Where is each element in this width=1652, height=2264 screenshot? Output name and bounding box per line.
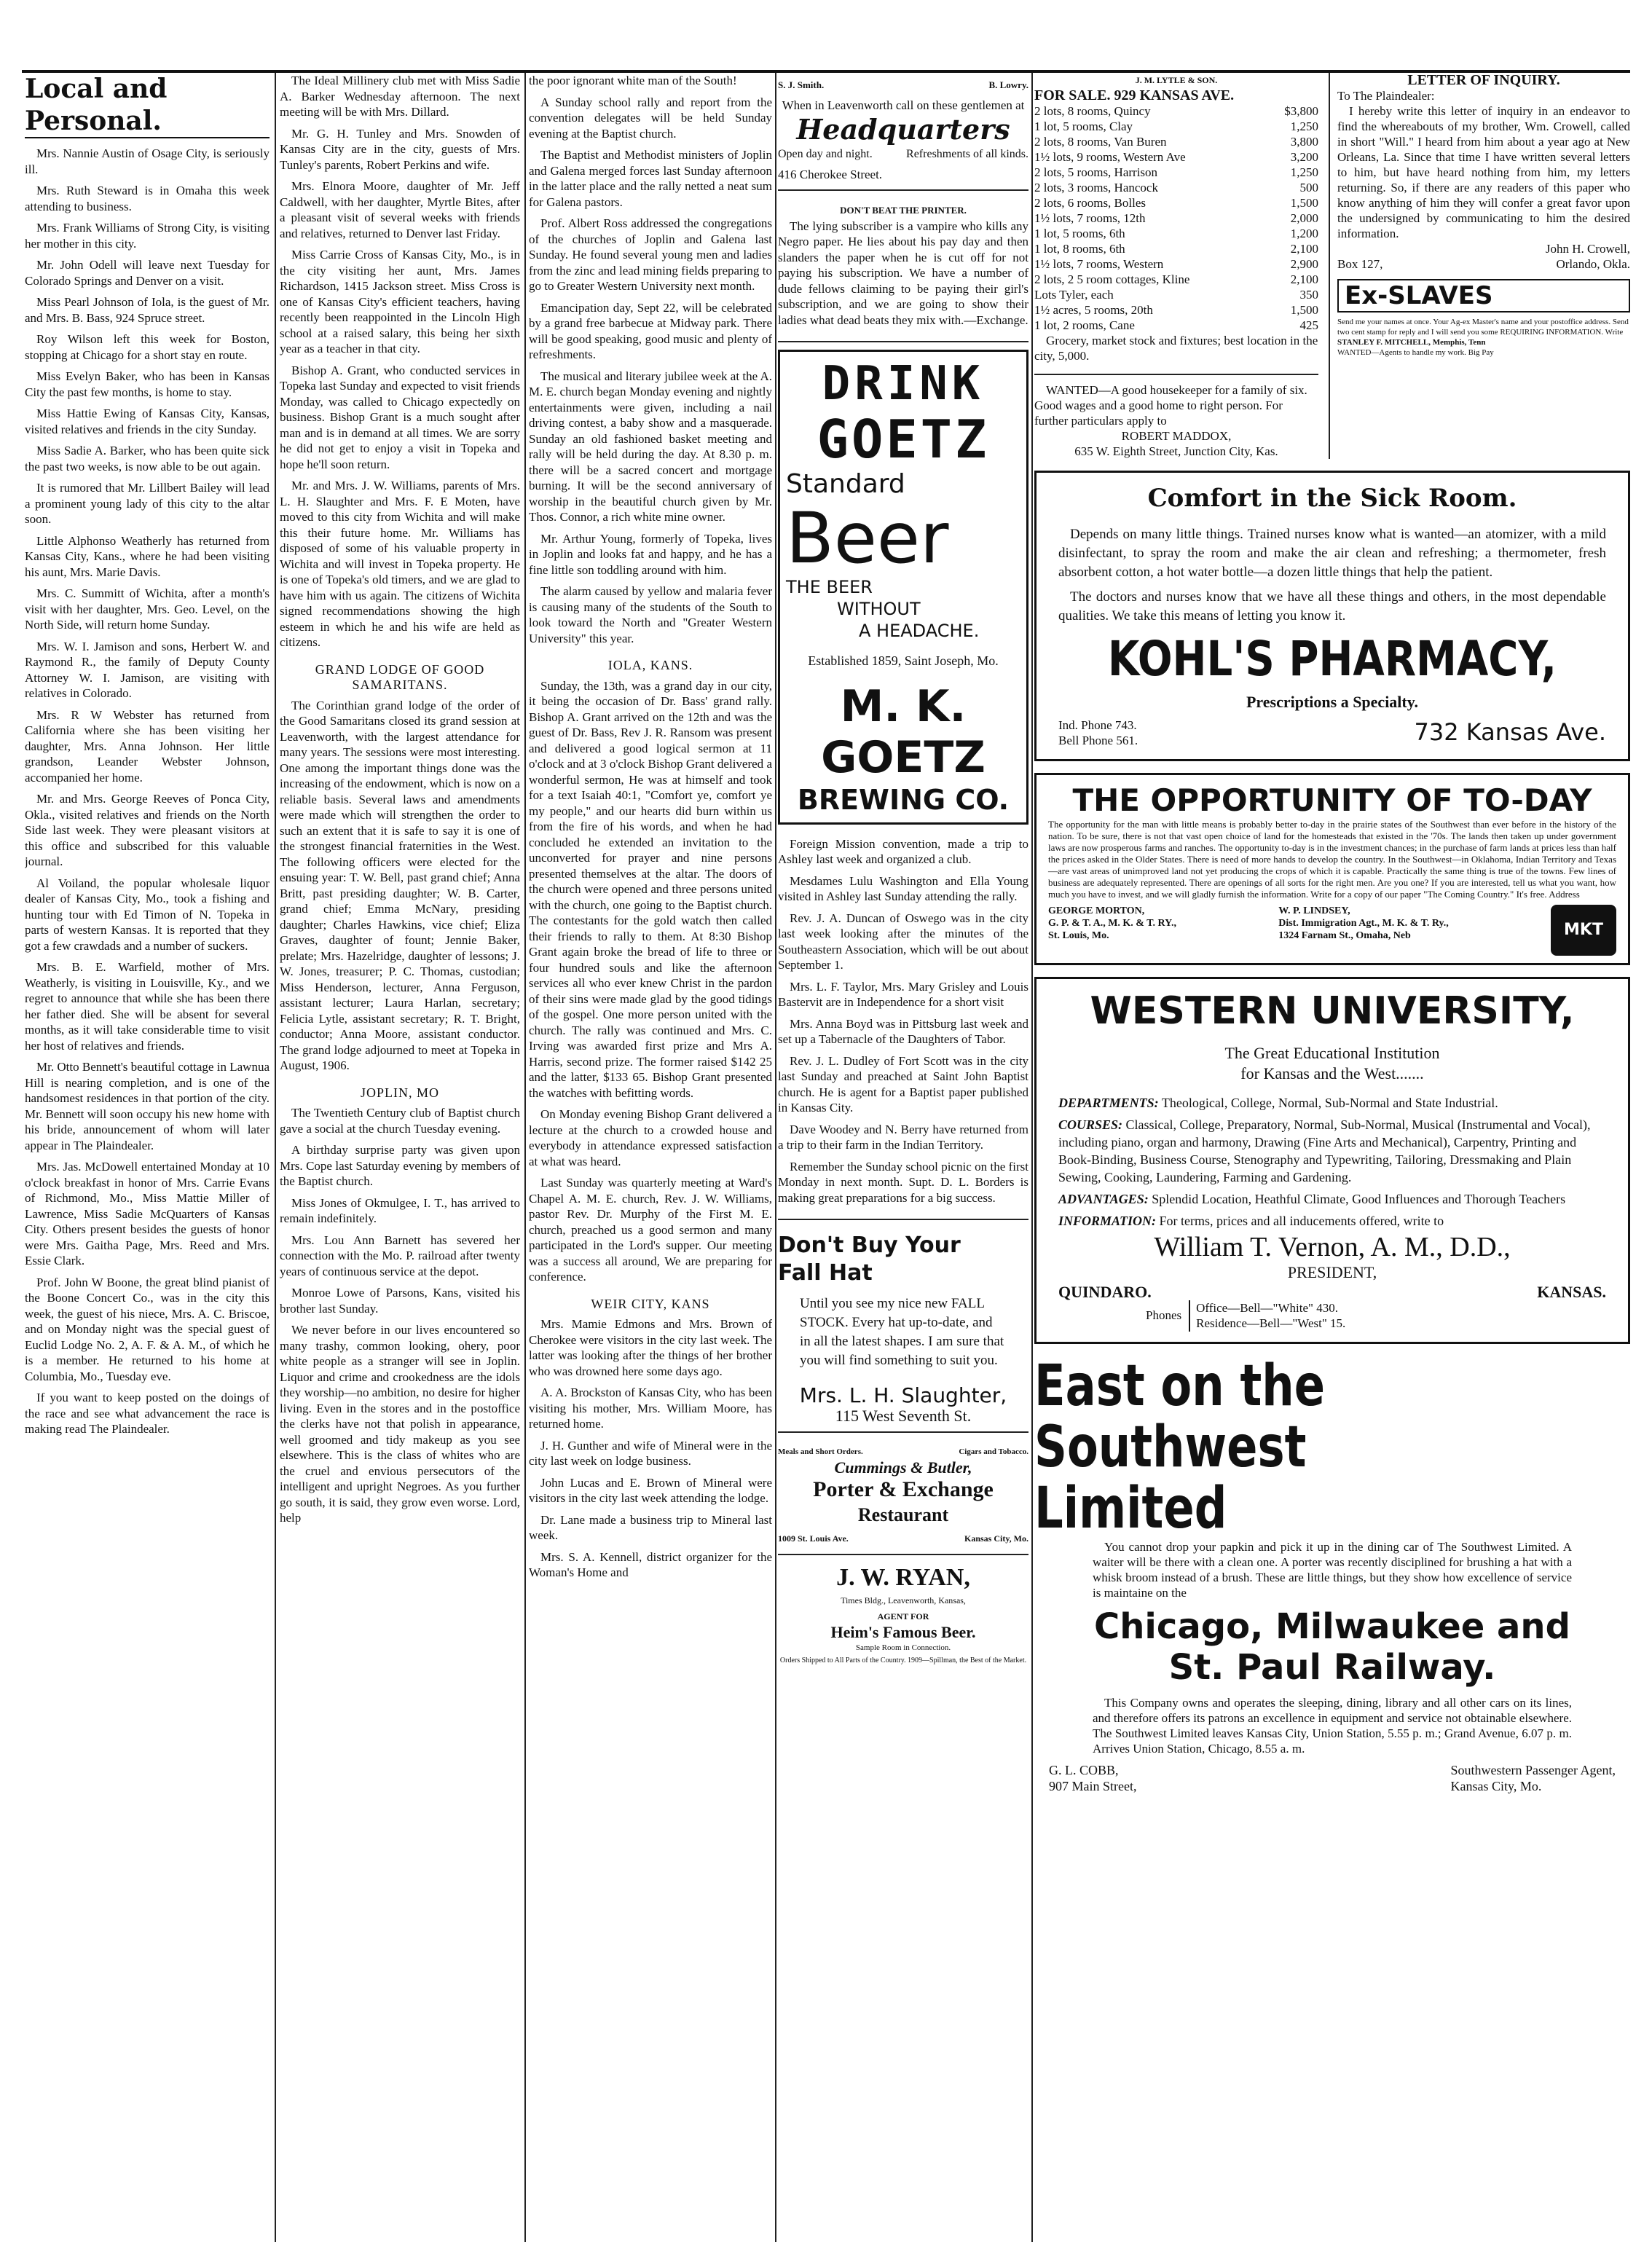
restaurant-address: 1009 St. Louis Ave. bbox=[778, 1533, 849, 1544]
news-item: It is rumored that Mr. Lillbert Bailey will lead a prominent young lady of this city to the altar soon. bbox=[25, 481, 270, 526]
restaurant-city: Kansas City, Mo. bbox=[964, 1533, 1028, 1544]
wu-title: WESTERN UNIVERSITY, bbox=[1090, 988, 1575, 1033]
wu-residence-phone: Residence—Bell—"West" 15. bbox=[1196, 1316, 1346, 1330]
news-item: Foreign Mission convention, made a trip to Ashley last week and organized a club. bbox=[778, 836, 1028, 866]
restaurant-ad bbox=[778, 1440, 1028, 1556]
news-item: J. H. Gunther and wife of Mineral were in the city last week on lodge business. bbox=[529, 1438, 772, 1468]
wu-dept-label: DEPARTMENTS: bbox=[1058, 1095, 1159, 1110]
news-item: Miss Evelyn Baker, who has been in Kansas City the past few months, is home to stay. bbox=[25, 369, 270, 399]
wu-office-phone: Office—Bell—"White" 430. bbox=[1196, 1300, 1338, 1315]
news-item: Rev. J. A. Duncan of Oswego was in the city last week looking after the minutes of the Southeastern Association, which will be out about September 1. bbox=[778, 911, 1028, 972]
headquarters-ad bbox=[778, 73, 1028, 191]
wu-city: QUINDARO. bbox=[1058, 1283, 1152, 1301]
column-4 bbox=[778, 73, 1028, 2242]
news-item: Mrs. Nannie Austin of Osage City, is seriously ill. bbox=[25, 146, 270, 176]
news-item: Prof. John W Boone, the great blind pianist of the Boone Concert Co., was in the city this week, the guest of his niece, Mrs. A. C. Briscoe, and on Monday night was the special guest of Euclid Lodge No. 2, A. F. & A. M., of which he is a member. He returned to his home at Columbia, Mo., Tuesday eve. bbox=[25, 1275, 270, 1383]
sale-firm: J. M. LYTLE & SON. bbox=[1135, 75, 1218, 85]
cobb-city: Kansas City, Mo. bbox=[1450, 1778, 1542, 1793]
iola-heading: IOLA, KANS. bbox=[607, 658, 693, 672]
exslaves-title: Ex-SLAVES bbox=[1337, 279, 1630, 313]
ryan-sample: Sample Room in Connection. bbox=[855, 1643, 951, 1652]
column-divider bbox=[1031, 73, 1033, 2242]
news-item: the poor ignorant white man of the South! bbox=[529, 74, 737, 87]
wu-sub1: The Great Educational Institution bbox=[1224, 1043, 1440, 1062]
news-item: Mr. John Odell will leave next Tuesday for Colorado Springs and Denver on a visit. bbox=[25, 258, 270, 288]
grand-lodge-body: The Corinthian grand lodge of the order of the Good Samaritans closed its grand session at Leavenworth, with the largest attendance for many years. The sessions were most interesting. One among the important things done was the increasing of the endowment, which is now on a reliable basis. Several laws and amendments were made which will strengthen the order to such an extent that it is safe to say it is one of the strongest financial fraternities in the West. The following officers were elected for the ensuing year: T. W. Bell, past grand chief; Anna Britt, past presiding daughter; W. B. Carter, grand chief; Emma McNary, presiding daughter; Charles Hawkins, vice chief; Eliza Graves, daughter of fount; Jennie Baker, prelate; Mrs. Hazelridge, daughter of lessons; J. W. Jones, treasurer; P. C. Thomas, custodian; Miss Henderson, lecturer, Anna Ferguson, assistant lecturer; Laura Harlan, secretary; Felicia Lytle, assistant secretary; R. T. Bright, conductor; Anna Moore, assistant conductor. The grand lodge adjourned to meet at Topeka in August, 1906. bbox=[280, 698, 520, 1072]
wu-adv: Splendid Location, Heathful Climate, Good Influences and Thorough Teachers bbox=[1152, 1191, 1566, 1206]
sale-row: 1½ acres, 5 rooms, 20th 1,500 bbox=[1034, 303, 1318, 317]
news-item: Little Alphonso Weatherly has returned from Kansas City, Kans., where he had been visiting his aunt, Mrs. Marie Davis. bbox=[25, 533, 270, 579]
hq-hours: Open day and night. bbox=[778, 148, 873, 160]
wu-phones-label: Phones bbox=[1146, 1308, 1182, 1323]
inquiry-body: I hereby write this letter of inquiry in an endeavor to find the whereabouts of my brother, Wm. Crowell, called in short "Will." I heard from him about a year ago at New Orleans, La. Since that time I have written several letters to him, but have heard nothing from him, my letters returning. So, if there are any readers of this paper who know anything of him they will confer a great favor upon the undersigned by communicating to him the desired information. bbox=[1337, 104, 1630, 240]
news-item: Mrs. B. E. Warfield, mother of Mrs. Weatherly, is visiting in Louisville, Ky., and we regret to announce that while she has been there her father died. She will be absent for several months, as it will take considerable time to visit her host of relatives and friends. bbox=[25, 960, 270, 1053]
hq-address: 416 Cherokee Street. bbox=[778, 167, 883, 181]
news-item: A. A. Brockston of Kansas City, who has been visiting his mother, Mrs. William Moore, has returned home. bbox=[529, 1385, 772, 1431]
news-item: Mrs. L. F. Taylor, Mrs. Mary Grisley and Louis Bastervit are in Independence for a short visit bbox=[778, 979, 1028, 1009]
weir-city-heading: WEIR CITY, KANS bbox=[591, 1296, 710, 1311]
kohl-p1: Depends on many little things. Trained nurses know what is wanted—an atomizer, with a mild disinfectant, to spray the room and make the air clean and refreshing; a thermometer, fresh absorbent cotton, a hot water bottle—a dozen little things that help the patient. bbox=[1058, 527, 1606, 580]
news-item: Bishop A. Grant, who conducted services in Topeka last Sunday and expected to visit friends Monday, was called to Chicago expectedly on business. Bishop Grant is a much sought after man and is in demand at all times. We are sorry he did not get to enjoy a visit in Topeka and hope he'll soon return. bbox=[280, 363, 520, 471]
wu-president-role: PRESIDENT, bbox=[1287, 1262, 1377, 1281]
news-item: Roy Wilson left this week for Boston, stopping at Chicago for a short stay en route. bbox=[25, 332, 270, 362]
news-item: Emancipation day, Sept 22, will be celebrated by a grand free barbecue at Midway park. There will be good speaking, good music and plenty of refreshments. bbox=[529, 300, 772, 361]
ryan-ad bbox=[778, 1563, 1028, 1665]
cobb-title: Southwestern Passenger Agent, bbox=[1450, 1762, 1616, 1777]
sale-row: 1½ lots, 7 rooms, Western 2,900 bbox=[1034, 257, 1318, 271]
railway-name-2: St. Paul Railway. bbox=[1168, 1646, 1496, 1688]
agent-1-city: St. Louis, Mo. bbox=[1048, 929, 1109, 941]
news-item: Rev. J. L. Dudley of Fort Scott was in the city last Sunday and preached at Saint John Baptist church. He is agent for a Baptist paper published in Kansas City. bbox=[778, 1053, 1028, 1115]
sale-row: 1 lot, 8 rooms, 6th 2,100 bbox=[1034, 242, 1318, 256]
news-item: Mrs. Ruth Steward is in Omaha this week attending to business. bbox=[25, 184, 270, 213]
pharmacy-name: KOHL'S PHARMACY, bbox=[1107, 631, 1557, 687]
opportunity-title: THE OPPORTUNITY OF TO-DAY bbox=[1072, 782, 1592, 818]
proprietor-left: S. J. Smith. bbox=[778, 79, 825, 90]
goetz-beer-ad bbox=[778, 350, 1028, 825]
sale-note: Grocery, market stock and fixtures; best location in the city, 5,000. bbox=[1034, 334, 1318, 363]
tagline-2: WITHOUT bbox=[837, 599, 921, 619]
ryan-location: Times Bldg., Leavenworth, Kansas, bbox=[841, 1595, 966, 1605]
grand-lodge-heading: GRAND LODGE OF GOOD SAMARITANS. bbox=[315, 661, 485, 692]
news-item: The musical and literary jubilee week at the A. M. E. church began Monday evening and nightly entertainments were given, including a nail driving contest, a baby show and a masquerade. Sunday an old fashioned basket meeting and rally will be held during the day. At 8.30 p. m. there will be a sacred concert and mortgage burning. It will be the second anniversary of worship in the beautiful church given by Mr. Thos. Connor, a rich white mine owner. bbox=[529, 369, 772, 524]
sale-row: 1½ lots, 9 rooms, Western Ave 3,200 bbox=[1034, 150, 1318, 164]
exslaves-name: STANLEY F. MITCHELL, Memphis, Tenn bbox=[1337, 338, 1486, 347]
subscribe-note: If you want to keep posted on the doings of the race and see what advancement the race is making read The Plaindealer. bbox=[25, 1391, 270, 1436]
company-name: M. K. GOETZ bbox=[821, 680, 986, 783]
section-masthead: Local and Personal. bbox=[25, 73, 270, 138]
news-item: Miss Carrie Cross of Kansas City, Mo., is in the city visiting her aunt, Mrs. James Richardson, 1415 Jackson street. Miss Cross is one of Kansas City's efficient teachers, having recently been reappointed in the Lincoln High school at a raised salary, this being her sixth year as a teacher in that city. bbox=[280, 248, 520, 355]
phone-bell: Bell Phone 561. bbox=[1058, 734, 1138, 747]
column-divider bbox=[775, 73, 776, 2242]
wu-info: For terms, prices and all inducements offered, write to bbox=[1159, 1213, 1444, 1228]
printer-heading: DON'T BEAT THE PRINTER. bbox=[840, 205, 967, 216]
east-title-2: Southwest Limited bbox=[1034, 1414, 1307, 1541]
wanted-ad bbox=[1034, 374, 1318, 459]
wu-president-name: William T. Vernon, A. M., D.D., bbox=[1154, 1231, 1511, 1262]
exslaves-body: Send me your names at once. Your Ag-ex Master's name and your postoffice address. Send two cent stamp for reply and I will send you some REQUIRING INFORMATION. Write bbox=[1337, 318, 1629, 337]
column-5 bbox=[1034, 73, 1630, 2242]
iola-body: Sunday, the 13th, was a grand day in our city, it being the occasion of Dr. Bass' grand rally. Bishop A. Grant arrived on the 12th and was the guest of Dr. Bass, Rev J. R. Ransom was present and delivered a good logical sermon at 11 o'clock and at 3 o'clock Bishop Grant delivered a wonderful sermon, He was at himself and took for a text Isaiah 40:1, "Comfort ye, comfort ye my people," and our hearts did burn within us from the fire of his words, and when he had concluded he extended an invitation to the unconverted for prayer and nine persons presented themselves at the altar. The doors of the church were opened and three persons united with the church, one going to the Baptist church. The contestants for the gold watch then called their friends to rally to them. At 8:30 Bishop Grant again broke the bread of life to three or four hundred souls and like the afternoon services all who ever knew Christ in the pardon of their sins were made glad by the good tidings of the gospel. One more person united with the church. The rally was continued and Mrs. C. Irving was awarded first prize and Mrs A. Harris, second prize. The former raised $142 25 and the latter, $133 65. Bishop Grant presented the watches with befitting words. bbox=[529, 678, 772, 1100]
news-item: Mesdames Lulu Washington and Ella Young visited in Ashley last Sunday attending the rally. bbox=[778, 873, 1028, 903]
news-item: Dave Woodey and N. Berry have returned from a trip to their farm in the Indian Territory. bbox=[778, 1122, 1028, 1152]
hat-address: 115 West Seventh St. bbox=[835, 1407, 972, 1425]
sale-row: 2 lots, 5 rooms, Harrison 1,250 bbox=[1034, 165, 1318, 179]
goetz-text: GOETZ bbox=[817, 409, 990, 470]
news-item: Mr. Arthur Young, formerly of Topeka, lives in Joplin and looks fat and happy, and he has a fine little son toddling around with him. bbox=[529, 531, 772, 577]
printer-notice bbox=[778, 198, 1028, 342]
opportunity-body: The opportunity for the man with little means is probably better to-day in the prairie states of the Southwest than ever before in the history of the nation. To be sure, there is not that vast open choice of land for the homesteads that existed in the '70s. The lands then taken up under government laws are now prosperous farms and ranches. The opportunity to-day is in the investment chances; in the purchase of farm lands at prices less than half the prices asked in the Older States. There is need of more hands to develop the country. In the Southwest—in Oklahoma, Indian Territory and Texas—are vast areas of unimproved land not yet producing the crops of which it is capable. Practically the same thing is true of the towns. Few lines of business are adequately represented. There are openings of all sorts for the right men. Are you one? If you are interested, tell us what you want, how much you have to invest, and we will gladly furnish the information. Write for a copy of our paper "The Coming Country." It's free. Address bbox=[1048, 818, 1616, 900]
wu-adv-label: ADVANTAGES: bbox=[1058, 1191, 1149, 1206]
news-item: A birthday surprise party was given upon Mrs. Cope last Saturday evening by members of the Baptist church. bbox=[280, 1143, 520, 1188]
sale-row: 1 lot, 5 rooms, 6th 1,200 bbox=[1034, 227, 1318, 240]
southwest-limited-ad bbox=[1034, 1353, 1630, 1794]
news-item: Mrs. Anna Boyd was in Pittsburg last week and set up a Tabernacle of the Daughters of Tabor. bbox=[778, 1016, 1028, 1046]
restaurant-right: Cigars and Tobacco. bbox=[959, 1447, 1028, 1456]
cobb-name: G. L. COBB, bbox=[1049, 1762, 1119, 1777]
east-body-2: This Company owns and operates the sleeping, dining, library and all other cars on its lines, and therefore offers its patrons an excellence in equipment and service not obtainable elsewhere. The Southwest Limited leaves Kansas City, Union Station, 5.55 p. m.; Grand Avenue, 6.07 p. m. Arrives Union Station, Chicago, 8.55 a. m. bbox=[1093, 1695, 1572, 1756]
ryan-agent: AGENT FOR bbox=[877, 1611, 929, 1622]
ryan-orders: Orders Shipped to All Parts of the Country. 1909—Spillman, the Best of the Market. bbox=[779, 1656, 1027, 1664]
wanted-name: ROBERT MADDOX, bbox=[1121, 429, 1232, 443]
news-item: The Twentieth Century club of Baptist church gave a social at the church Tuesday evening. bbox=[280, 1106, 520, 1136]
agent-1-role: G. P. & T. A., M. K. & T. RY., bbox=[1048, 917, 1176, 929]
fall-hat-ad bbox=[778, 1227, 1028, 1433]
tagline-3: A HEADACHE. bbox=[859, 621, 980, 641]
news-item: Miss Pearl Johnson of Iola, is the guest of Mr. and Mrs. B. Bass, 924 Spruce street. bbox=[25, 295, 270, 325]
news-item: Last Sunday was quarterly meeting at Ward's Chapel A. M. E. church, Rev. J. W. Williams, pastor Rev. Dr. Murphy of the First M. E. church, preached us a good sermon and many participated in the Lord's supper. Our meeting was a success all around, We are preparing for conference. bbox=[529, 1176, 772, 1284]
established-text: Established 1859, Saint Joseph, Mo. bbox=[808, 653, 999, 668]
news-item: Mrs. Jas. McDowell entertained Monday at 10 o'clock breakfast in honor of Mrs. Carrie Evans of Richmond, Mo., Miss Mattie Miller of Lawrence, Miss Sadie McQuarters of Kansas City. Others present besides the guests of honor were Mrs. Gaitha Page, Mrs. Reed and Mrs. Essie Clark. bbox=[25, 1160, 270, 1267]
restaurant-firm: Cummings & Butler, bbox=[834, 1458, 972, 1477]
kohl-p2: The doctors and nurses know that we have all these things and others, in the most dependable qualities. We take this means of letting you know it. bbox=[1058, 589, 1606, 624]
news-item: We never before in our lives encountered so many trashy, common looking, ohery, poor white people as a stranger will see in Joplin. Liquor and crime and crookedness are the idols they worship—no ambition, no desire for higher living. Even in the stores and in the postoffice the clerks have not that polish in appearance, well groomed and tidy makeup as you see elsewhere. This is the class of whites who are the cruel and envious persecutors of the intelligent and upright Negroes. As you further go south, it is said, they grow even worse. Lord, help bbox=[280, 1323, 520, 1525]
sale-heading: FOR SALE. 929 KANSAS AVE. bbox=[1034, 87, 1235, 103]
news-item: Mrs. C. Summitt of Wichita, after a month's visit with her daughter, Mrs. Geo. Level, on the North Side, will return home Sunday. bbox=[25, 586, 270, 632]
column-2 bbox=[280, 73, 520, 2242]
drink-text: DRINK bbox=[822, 357, 985, 411]
news-item: Mrs. Frank Williams of Strong City, is visiting her mother in this city. bbox=[25, 221, 270, 251]
inquiry-city: Orlando, Okla. bbox=[1556, 257, 1630, 271]
restaurant-name: Porter & Exchange bbox=[813, 1477, 994, 1501]
ryan-product: Heim's Famous Beer. bbox=[830, 1623, 976, 1641]
news-item: Miss Hattie Ewing of Kansas City, Kansas, visited relatives and friends in the city Sunday. bbox=[25, 406, 270, 436]
wu-state: KANSAS. bbox=[1537, 1283, 1606, 1301]
letter-of-inquiry bbox=[1329, 73, 1630, 459]
news-item: The alarm caused by yellow and malaria fever is causing many of the students of the South to look toward the North and "Greater Western University" this year. bbox=[529, 584, 772, 645]
hq-title: Headquarters bbox=[796, 113, 1010, 146]
railway-logo-icon: MKT bbox=[1551, 905, 1616, 956]
news-item: Miss Sadie A. Barker, who has been quite sick the past two weeks, is now able to be out again. bbox=[25, 444, 270, 473]
railway-name-1: Chicago, Milwaukee and bbox=[1094, 1605, 1570, 1647]
east-title-1: East on the bbox=[1034, 1353, 1326, 1419]
proprietor-right: B. Lowry. bbox=[988, 79, 1028, 90]
news-item: Mr. and Mrs. George Reeves of Ponca City, Okla., visited relatives and friends on the North Side last week. They were pleasant visitors at this office and subscribed for this valuable journal. bbox=[25, 792, 270, 868]
agent-2-role: Dist. Immigration Agt., M. K. & T. Ry., bbox=[1278, 917, 1449, 929]
column-3 bbox=[529, 73, 772, 2242]
printer-body: The lying subscriber is a vampire who kills any Negro paper. He lies about his pay day and then slanders the paper when he is cut off for not paying his subscription. We have a number of dude fellows claiming to be paying their girl's subscription, and we are going to show their ladies what dead beats they mix with.—Exchange. bbox=[778, 219, 1028, 327]
news-item: On Monday evening Bishop Grant delivered a lecture at the church to a crowded house and everybody in attendance expressed satisfaction at what was heard. bbox=[529, 1107, 772, 1168]
inquiry-box: Box 127, bbox=[1337, 257, 1383, 271]
exslaves-agents: WANTED—Agents to handle my work. Big Pay bbox=[1337, 348, 1494, 357]
hat-title-1: Don't Buy Your bbox=[778, 1233, 961, 1258]
hat-seller: Mrs. L. H. Slaughter, bbox=[799, 1383, 1007, 1407]
sale-row: 2 lots, 2 5 room cottages, Kline 2,100 bbox=[1034, 272, 1318, 286]
news-item: Miss Jones of Okmulgee, I. T., has arrived to remain indefinitely. bbox=[280, 1195, 520, 1225]
sick-room-title: Comfort in the Sick Room. bbox=[1147, 484, 1517, 513]
agent-1-name: GEORGE MORTON, bbox=[1048, 905, 1145, 916]
agent-2-name: W. P. LINDSEY, bbox=[1278, 905, 1350, 916]
news-item: Mrs. Mamie Edmons and Mrs. Brown of Cherokee were visitors in the city last week. The latter was looking after the things of her brother who was drowned here some days ago. bbox=[529, 1317, 772, 1378]
news-item: Mrs. Elnora Moore, daughter of Mr. Jeff Caldwell, with her daughter, Myrtle Bites, after a pleasant visit of several weeks with friends and relatives, returned to Denver last Friday. bbox=[280, 179, 520, 240]
news-item: John Lucas and E. Brown of Mineral were visitors in the city last week attending the lodge. bbox=[529, 1475, 772, 1505]
wu-courses-label: COURSES: bbox=[1058, 1117, 1123, 1132]
sale-row: 1 lot, 5 rooms, Clay 1,250 bbox=[1034, 119, 1318, 133]
for-sale-ad bbox=[1034, 73, 1318, 459]
sale-row: 2 lots, 8 rooms, Quincy $3,800 bbox=[1034, 104, 1318, 118]
cobb-address: 907 Main Street, bbox=[1049, 1778, 1137, 1793]
pharmacy-tag: Prescriptions a Specialty. bbox=[1246, 693, 1419, 711]
column-divider bbox=[275, 73, 276, 2242]
news-item: Mrs. S. A. Kennell, district organizer for the Woman's Home and bbox=[529, 1549, 772, 1579]
pharmacy-address: 732 Kansas Ave. bbox=[1414, 718, 1606, 747]
news-item: The Baptist and Methodist ministers of Joplin and Galena merged forces last Sunday afternoon in the latter place and the rally netted a neat sum for Galena pastors. bbox=[529, 148, 772, 209]
restaurant-kind: Restaurant bbox=[857, 1504, 949, 1525]
western-university-ad bbox=[1034, 977, 1630, 1344]
sale-row: 2 lots, 3 rooms, Hancock 500 bbox=[1034, 181, 1318, 194]
wanted-address: 635 W. Eighth Street, Junction City, Kas. bbox=[1074, 444, 1278, 458]
hq-lead: When in Leavenworth call on these gentlemen at bbox=[782, 98, 1025, 112]
news-item: Dr. Lane made a business trip to Mineral last week. bbox=[529, 1512, 772, 1542]
standard-text: Standard bbox=[786, 469, 905, 499]
sale-row: 2 lots, 8 rooms, Van Buren 3,800 bbox=[1034, 135, 1318, 149]
ryan-name: J. W. RYAN, bbox=[836, 1564, 970, 1591]
column-divider bbox=[524, 73, 526, 2242]
hat-body: Until you see my nice new FALL STOCK. Every hat up-to-date, and in all the latest shapes. I am sure that you will find something to suit you. bbox=[800, 1296, 1004, 1368]
news-item: Remember the Sunday school picnic on the first Monday in next month. Supt. D. L. Borders is making great preparations for a big success. bbox=[778, 1159, 1028, 1205]
hq-refresh: Refreshments of all kinds. bbox=[906, 148, 1028, 160]
opportunity-ad bbox=[1034, 773, 1630, 965]
agent-2-city: 1324 Farnam St., Omaha, Neb bbox=[1278, 929, 1411, 941]
joplin-heading: JOPLIN, MO bbox=[360, 1085, 439, 1100]
news-item: Mr. and Mrs. J. W. Williams, parents of Mrs. L. H. Slaughter and Mrs. F. E Moten, have moved to this city from Wichita and will make this their future home. Mr. Williams has disposed of some of his valuable property in Wichita and will invest in Topeka property. He is one of Topeka's old timers, and we are glad to have him with us again. The citizens of Wichita signed recommendations showing the high esteem in which he and his wife are held as citizens. bbox=[280, 479, 520, 649]
inquiry-name: John H. Crowell, bbox=[1545, 242, 1630, 256]
news-item: Mrs. R W Webster has returned from California where she has been visiting her daughter, Mrs. Anna Johnson. Her little grandson, Leander Webster Johnson, accompanied her home. bbox=[25, 707, 270, 785]
column-1 bbox=[25, 73, 270, 2242]
news-item: Mrs. Lou Ann Barnett has severed her connection with the Mo. P. railroad after twenty years of continuous service at the depot. bbox=[280, 1233, 520, 1278]
local-items bbox=[25, 146, 270, 1437]
news-item: Mrs. W. I. Jamison and sons, Herbert W. and Raymond R., the family of Deputy County Attorney W. I. Jamison, are visiting with relatives in Colorado. bbox=[25, 639, 270, 700]
news-item: A Sunday school rally and report from the convention delegates will be held Sunday evening at the Baptist church. bbox=[529, 95, 772, 141]
sale-row: 2 lots, 6 rooms, Bolles 1,500 bbox=[1034, 196, 1318, 210]
beer-text: Beer bbox=[786, 498, 949, 579]
restaurant-left: Meals and Short Orders. bbox=[778, 1447, 863, 1456]
inquiry-title: LETTER OF INQUIRY. bbox=[1407, 73, 1560, 88]
brewing-text: BREWING CO. bbox=[797, 783, 1010, 816]
kohls-pharmacy-ad bbox=[1034, 471, 1630, 761]
news-item: Mr. G. H. Tunley and Mrs. Snowden of Kansas City are in the city, guests of Mrs. Tunley's parents, Robert Perkins and wife. bbox=[280, 126, 520, 172]
tagline-1: THE BEER bbox=[786, 577, 873, 597]
news-item: Monroe Lowe of Parsons, Kans, visited his brother last Sunday. bbox=[280, 1286, 520, 1316]
inquiry-to: To The Plaindealer: bbox=[1337, 89, 1435, 103]
wu-sub2: for Kansas and the West....... bbox=[1240, 1064, 1424, 1082]
news-item: The Ideal Millinery club met with Miss Sadie A. Barker Wednesday afternoon. The next meeting will be with Mrs. Dillard. bbox=[280, 74, 520, 119]
sale-row: 1½ lots, 7 rooms, 12th 2,000 bbox=[1034, 211, 1318, 225]
wu-dept: Theological, College, Normal, Sub-Normal and State Industrial. bbox=[1161, 1095, 1498, 1110]
east-body-1: You cannot drop your papkin and pick it up in the dining car of The Southwest Limited. A waiter will be there with a clean one. A porter was recently disciplined for brushing a hat with a whisk broom instead of a brush. These are little things, but they show how excellence of service is maintaine on the bbox=[1093, 1539, 1572, 1600]
sale-row: Lots Tyler, each 350 bbox=[1034, 288, 1318, 302]
hat-title-2: Fall Hat bbox=[778, 1260, 873, 1286]
wanted-body: WANTED—A good housekeeper for a family of six. Good wages and a good home to right person. For further particulars apply to bbox=[1034, 383, 1307, 428]
wu-courses: Classical, College, Preparatory, Normal, Sub-Normal, Musical (Instrumental and Vocal), including piano, organ and harmony, Drawing (Fine Arts and Mechanical), Carpentry, Printing and Book-Binding, Business Course, Stenography and Typewriting, Tailoring, Dressmaking and Plain Sewing, Cooking, Laundering, Farming and Gardening. bbox=[1058, 1117, 1591, 1184]
wu-info-label: INFORMATION: bbox=[1058, 1213, 1157, 1228]
phone-ind: Ind. Phone 743. bbox=[1058, 718, 1137, 732]
news-item: Al Voiland, the popular wholesale liquor dealer of Kansas City, Mo., took a fishing and hunting tour with Ed Timon of N. Topeka in parts of western Kansas. It is reported that they got a few crawdads and a number of suckers. bbox=[25, 876, 270, 953]
local-notes bbox=[778, 832, 1028, 1221]
news-item: Prof. Albert Ross addressed the congregations of the churches of Joplin and Galena last Sunday. He found several young men and ladies from the zinc and lead mining fields preparing to go to Greater Western University next month. bbox=[529, 216, 772, 293]
news-item: Mr. Otto Bennett's beautiful cottage in Lawnua Hill is nearing completion, and is one of the handsomest residences in that portion of the city. Mr. Bennett will soon occupy his new home with his bride, announcement of whom will later appear in The Plaindealer. bbox=[25, 1060, 270, 1152]
sale-row: 1 lot, 2 rooms, Cane 425 bbox=[1034, 318, 1318, 332]
